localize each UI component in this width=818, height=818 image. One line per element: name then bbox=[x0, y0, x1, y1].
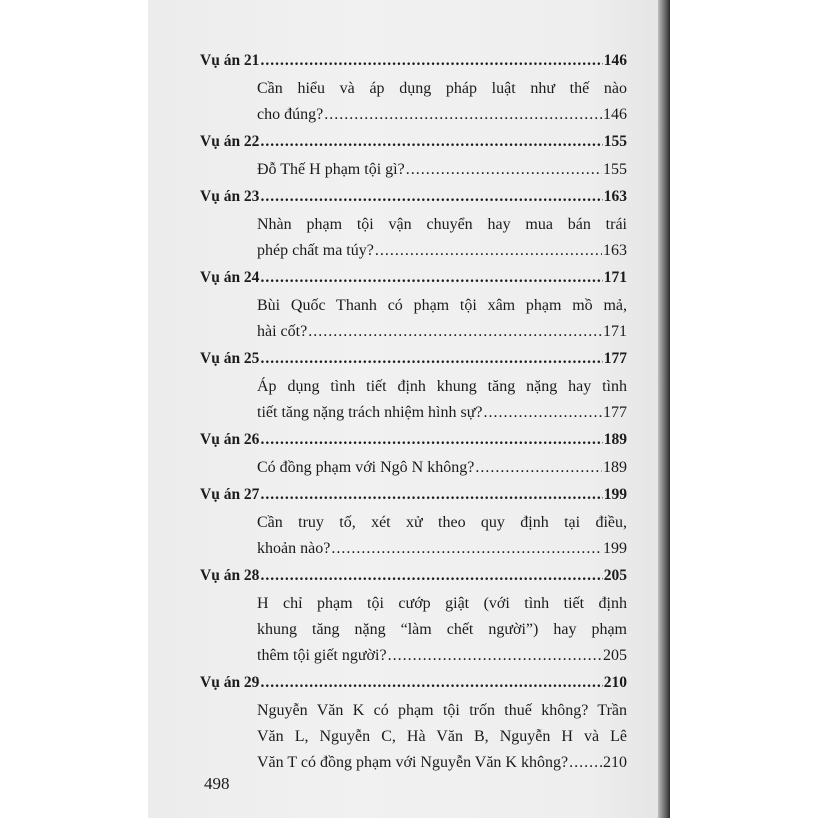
case-page-number: 199 bbox=[603, 486, 627, 503]
toc-case-heading bbox=[200, 429, 627, 451]
dot-leader bbox=[475, 455, 602, 481]
entry-last-line bbox=[257, 400, 627, 426]
toc-case-heading bbox=[200, 131, 627, 153]
case-page-number: 177 bbox=[603, 350, 627, 367]
dot-leader bbox=[260, 429, 602, 451]
toc-case-heading bbox=[200, 484, 627, 506]
entry-last-line bbox=[257, 238, 627, 264]
dot-leader bbox=[260, 186, 602, 208]
case-page-number: 146 bbox=[603, 52, 627, 69]
entry-text: Có đồng phạm với Ngô N không? bbox=[257, 459, 475, 476]
toc-entry bbox=[200, 591, 627, 669]
toc-entry bbox=[200, 374, 627, 426]
toc-case-heading bbox=[200, 348, 627, 370]
entry-page-number: 199 bbox=[603, 540, 627, 557]
entry-last-line bbox=[257, 157, 627, 183]
case-title: Vụ án 25 bbox=[200, 350, 260, 367]
toc-entry bbox=[200, 293, 627, 345]
toc-case-heading bbox=[200, 267, 627, 289]
entry-line: Cần truy tố, xét xử theo quy định tại điều, bbox=[257, 514, 627, 531]
dot-leader bbox=[260, 484, 602, 506]
dot-leader bbox=[569, 750, 602, 776]
case-page-number: 155 bbox=[603, 133, 627, 150]
entry-last-line bbox=[257, 455, 627, 481]
dot-leader bbox=[260, 131, 602, 153]
dot-leader bbox=[406, 157, 602, 183]
entry-line: Cần hiểu và áp dụng pháp luật như thế nào bbox=[257, 80, 627, 97]
entry-line: Văn L, Nguyễn C, Hà Văn B, Nguyễn H và Lê bbox=[257, 728, 627, 745]
entry-page-number: 189 bbox=[603, 459, 627, 476]
entry-page-number: 146 bbox=[603, 106, 627, 123]
book-spine-shadow bbox=[658, 0, 670, 818]
case-title: Vụ án 29 bbox=[200, 674, 260, 691]
toc-entry bbox=[200, 76, 627, 128]
case-page-number: 210 bbox=[603, 674, 627, 691]
toc-case-heading bbox=[200, 565, 627, 587]
toc-entry bbox=[200, 212, 627, 264]
entry-line: Áp dụng tình tiết định khung tăng nặng hay tình bbox=[257, 378, 627, 395]
case-title: Vụ án 21 bbox=[200, 52, 260, 69]
entry-last-line bbox=[257, 102, 627, 128]
case-page-number: 205 bbox=[603, 567, 627, 584]
entry-text: thêm tội giết người? bbox=[257, 647, 387, 664]
table-of-contents bbox=[200, 50, 627, 779]
entry-line: Bùi Quốc Thanh có phạm tội xâm phạm mồ mả, bbox=[257, 297, 627, 314]
entry-last-line bbox=[257, 750, 627, 776]
page-number: 498 bbox=[204, 774, 230, 793]
toc-case-heading bbox=[200, 672, 627, 694]
entry-line: khung tăng nặng “làm chết người”) hay phạm bbox=[257, 621, 627, 638]
dot-leader bbox=[484, 400, 603, 426]
entry-page-number: 205 bbox=[603, 647, 627, 664]
dot-leader bbox=[260, 672, 602, 694]
case-title: Vụ án 22 bbox=[200, 133, 260, 150]
case-title: Vụ án 28 bbox=[200, 567, 260, 584]
dot-leader bbox=[331, 536, 602, 562]
entry-page-number: 177 bbox=[603, 404, 627, 421]
entry-text: Văn T có đồng phạm với Nguyễn Văn K không? bbox=[257, 754, 569, 771]
entry-text: khoản nào? bbox=[257, 540, 331, 557]
entry-page-number: 210 bbox=[603, 754, 627, 771]
dot-leader bbox=[260, 267, 602, 289]
toc-entry bbox=[200, 510, 627, 562]
toc-entry bbox=[200, 455, 627, 481]
case-page-number: 189 bbox=[603, 431, 627, 448]
entry-page-number: 171 bbox=[603, 323, 627, 340]
case-title: Vụ án 27 bbox=[200, 486, 260, 503]
toc-entry bbox=[200, 157, 627, 183]
entry-text: hài cốt? bbox=[257, 323, 308, 340]
entry-text: tiết tăng nặng trách nhiệm hình sự? bbox=[257, 404, 483, 421]
case-title: Vụ án 23 bbox=[200, 188, 260, 205]
entry-text: Đỗ Thế H phạm tội gì? bbox=[257, 161, 405, 178]
toc-case-heading bbox=[200, 186, 627, 208]
entry-last-line bbox=[257, 643, 627, 669]
dot-leader bbox=[324, 102, 602, 128]
entry-page-number: 163 bbox=[603, 242, 627, 259]
dot-leader bbox=[308, 319, 602, 345]
dot-leader bbox=[260, 348, 602, 370]
toc-case-heading bbox=[200, 50, 627, 72]
entry-text: phép chất ma túy? bbox=[257, 242, 374, 259]
case-title: Vụ án 26 bbox=[200, 431, 260, 448]
entry-page-number: 155 bbox=[603, 161, 627, 178]
entry-line: Nhàn phạm tội vận chuyển hay mua bán trái bbox=[257, 216, 627, 233]
case-page-number: 163 bbox=[603, 188, 627, 205]
case-page-number: 171 bbox=[603, 269, 627, 286]
entry-line: H chỉ phạm tội cướp giật (với tình tiết định bbox=[257, 595, 627, 612]
entry-last-line bbox=[257, 536, 627, 562]
entry-text: cho đúng? bbox=[257, 106, 324, 123]
toc-entry bbox=[200, 698, 627, 776]
dot-leader bbox=[375, 238, 602, 264]
case-title: Vụ án 24 bbox=[200, 269, 260, 286]
dot-leader bbox=[388, 643, 602, 669]
entry-line: Nguyễn Văn K có phạm tội trốn thuế không? Trần bbox=[257, 702, 627, 719]
dot-leader bbox=[260, 50, 602, 72]
entry-last-line bbox=[257, 319, 627, 345]
dot-leader bbox=[260, 565, 602, 587]
